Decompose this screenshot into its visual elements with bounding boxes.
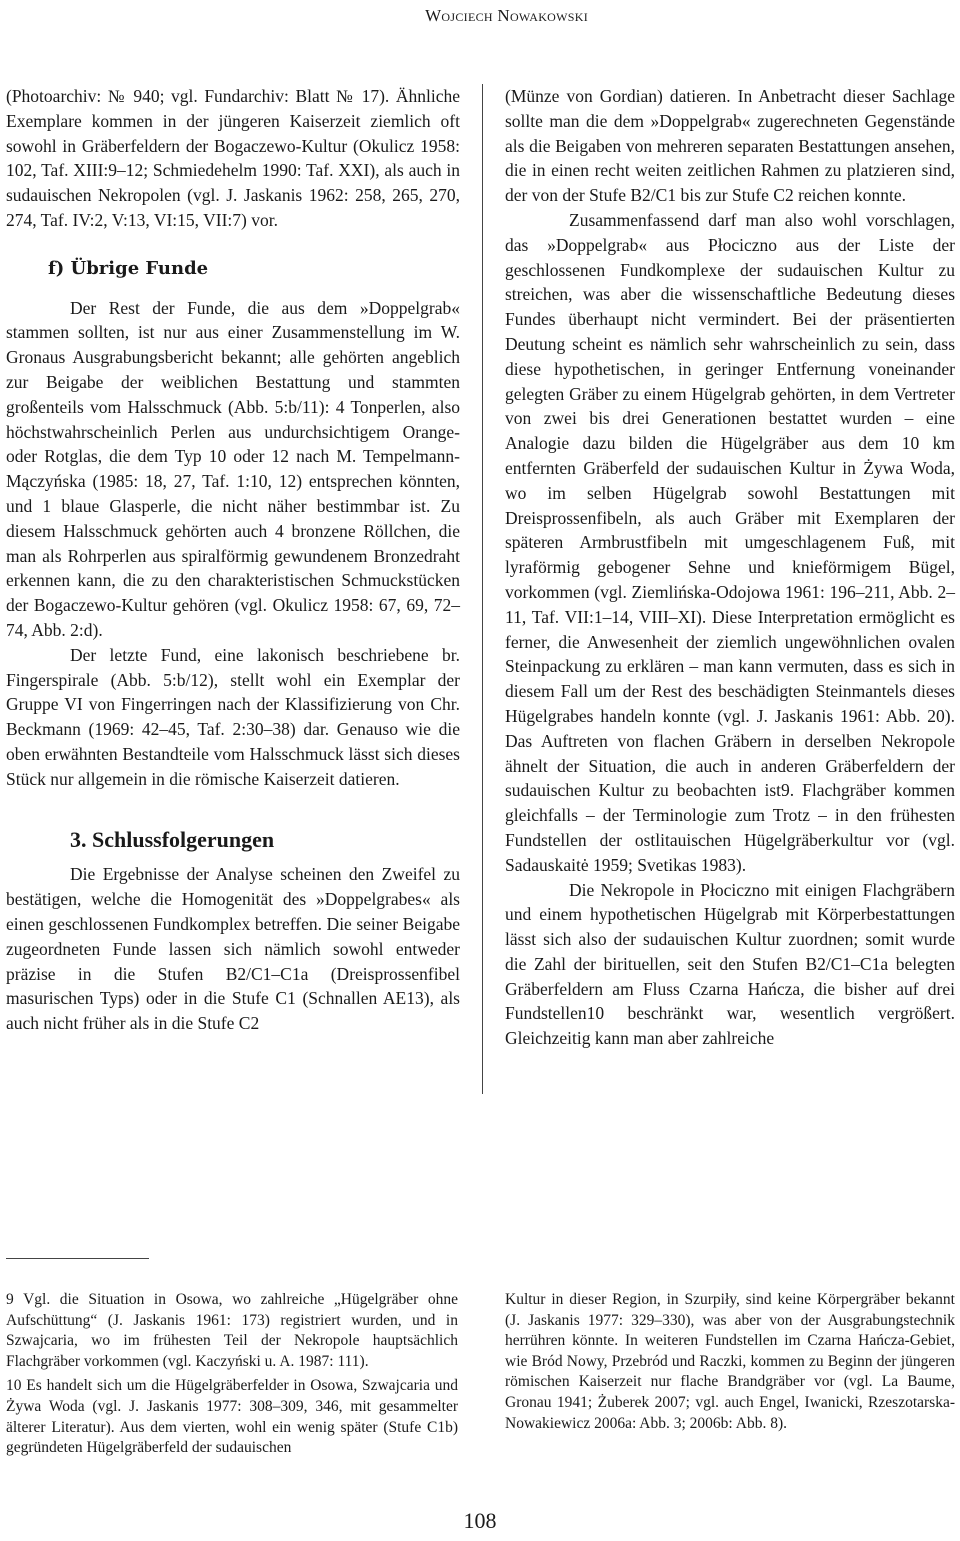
paragraph: Der Rest der Funde, die aus dem »Doppelgrab« stammen sollten, ist nur aus einer Zusammenstellung im W. Gronaus Ausgrabungsbericht bekannt; alle gehörten angeblich zur Beigabe der weiblichen Bestattung und stammten großenteils vom Halsschmuck (Abb. 5:b/11): 4 Tonperlen, also höchstwahrscheinlich Perlen aus undurchsichtigem Orange- oder Rotglas, die dem Typ 10 oder 12 nach M. Tempelmann-Mączyńska (1985: 18, 27, Taf. 1:10, 12) entsprechen könnten, und 1 blaue Glasperle, die nicht näher bestimmbar ist. Zu diesem Halsschmuck gehörten auch 4 bronzene Röllchen, die man als Rohrperlen aus spiralförmig gewundenem Bronzedraht erkennen kann, die zu den charakteristischen Schmuckstücken der Bogaczewo-Kultur gehören (vgl. Okulicz 1958: 67, 69, 72–74, Abb. 2:d). <box>6 297 460 640</box>
running-header <box>0 6 960 26</box>
footnote-rule <box>6 1258 149 1259</box>
paragraph: Die Ergebnisse der Analyse scheinen den Zweifel zu bestätigen, welche die Homogenität des »Doppelgrabes« als einen geschlossenen Fundkomplex betreffen. Die seiner Beigabe zugeordneten Funde lassen sich nämlich sowohl entweder präzise in die Stufen B2/C1–C1a (Dreisprossenfibel masurischen Typs) oder in die Stufe C1 (Schnallen AE13), als auch nicht früher als in die Stufe C2 <box>6 864 460 1034</box>
column-divider <box>482 84 483 1094</box>
section-heading-f: f) Übrige Funde <box>48 257 209 279</box>
paragraph: Die Nekropole in Płociczno mit einigen Flachgräbern und einem hypothetischen Hügelgrab mit Körperbestattungen lässt sich also der sudauischen Kultur zuordnen; somit wurde die Zahl der birituellen, seit den Stufen B2/C1–C1a belegten Gräberfeldern am Fluss Czarna Hańcza, die bisher auf drei Fundstellen10 beschränkt war, wesentlich vergrößert. Gleichzeitig kann man aber zahlreiche <box>505 879 955 1049</box>
paragraph: (Photoarchiv: № 940; vgl. Fundarchiv: Blatt № 17). Ähnliche Exemplare kommen in der jüngeren Kaiserzeit ziemlich oft sowohl in Gräberfeldern der Bogaczewo-Kultur (Okulicz 1958: 102, Taf. XIII:9–12; Schmiedehelm 1990: Taf. XXI), als auch in sudauischen Nekropolen (vgl. J. Jaskanis 1962: 258, 265, 270, 274, Taf. IV:2, V:13, VI:15, VII:7) vor. <box>6 86 460 230</box>
left-column <box>6 84 460 1036</box>
paragraph: Der letzte Fund, eine lakonisch beschriebene br. Fingerspirale (Abb. 5:b/12), stellt wohl ein Exemplar der Gruppe VI von Fingerringen nach der Klassifizierung von Chr. Beckmann (1969: 42–45, Taf. 2:30–38) dar. Genauso wie die oben erwähnten Bestandteile vom Halsschmuck lässt sich dieses Stück nur allgemein in die römische Kaiserzeit datieren. <box>6 644 460 789</box>
page-number: 108 <box>463 1508 497 1533</box>
right-column <box>505 84 955 1051</box>
paragraph: Zusammenfassend darf man also wohl vorschlagen, das »Doppelgrab« aus Płociczno aus der Liste der geschlossenen Fundkomplexe der sudauischen Kultur zu streichen, was aber die wissenschaftliche Bedeutung dieses Fundes überhaupt nicht vermindert. Bei der präsentierten Deutung scheint es nämlich sehr wahrscheinlich zu sein, dass diese hypothetischen, in geringer Entfernung voneinander gelegten Gräber zu einem Hügelgrab gehörten, in dem Vertreter von zwei bis drei Generationen bestattet wurden – eine Analogie dazu bilden die Hügelgräber aus dem 10 km entfernten Gräberfeld der sudauischen Kultur in Żywa Woda, wo im selben Hügelgrab sowohl Bestattungen mit Dreisprossenfibeln, als auch Gräber mit Exemplaren der späteren Armbrustfibeln mit umgeschlagenem Fuß, mit lyraförmig gebogener Sehne und knieförmigem Bügel, vorkommen (vgl. Ziemlińska-Odojowa 1961: 196–211, Abb. 2–11, Taf. VII:1–14, VIII–XI). Diese Interpretation ermöglicht es ferner, die Anwesenheit der ziemlich ungewöhnlichen ovalen Steinpackung zu erklären – man kann vermuten, dass es sich in diesem Fall um der Rest des beschädigten Steinmantels dieses Hügelgrabes handeln konnte (vgl. J. Jaskanis 1961: Abb. 20). Das Auftreten von flachen Gräbern in derselben Nekropole ähnelt der Situation, die auch in anderen Gräberfeldern der sudauischen Kultur zu beobachten ist9. Flachgräber kommen gleichfalls – der Terminologie zum Trotz – in den frühesten Fundstellen der ostlitauischen Hügelgräberkultur vor (vgl. Sadauskaitė 1959; Svetikas 1983). <box>505 209 955 875</box>
author-name: Wojciech Nowakowski <box>425 6 588 25</box>
paragraph: (Münze von Gordian) datieren. In Anbetracht dieser Sachlage sollte man die dem »Doppelgrab« zugerechneten Gegenstände als die Beigaben von mehreren separaten Bestattungen ansehen, die in einen recht weiten zeitlichen Rahmen zu platzieren sind, der von der Stufe B2/C1 bis zur Stufe C2 reichen konnte. <box>505 86 955 206</box>
footnotes-left <box>6 1290 458 1463</box>
footnote-10: 10 Es handelt sich um die Hügelgräberfelder in Osowa, Szwajcaria und Żywa Woda (vgl. J. Jaskanis 1977: 308–309, 346, mit gesammelter älterer Literatur). Aus dem vierten, wohl ein wenig später (Stufe C1b) gegründeten Hügelgräberfeld der sudauischen <box>6 1377 458 1457</box>
footnote-10-continued: Kultur in dieser Region, in Szurpiły, sind keine Körpergräber bekannt (J. Jaskanis 1977: 329–330), was aber von der Ausgrabungstechnik herrühren könnte. In weiteren Fundstellen im Czarna Hańcza-Gebiet, wie Bród Nowy, Przebród und Raczki, kommen zu Beginn der jüngeren römischen Kaiserzeit nur flache Brandgräber vor (vgl. La Baume, Gronau 1941; Żuberek 2007; vgl. auch Engel, Iwanicki, Rzeszotarska-Nowakiewicz 2006a: Abb. 3; 2006b: Abb. 8). <box>505 1291 955 1432</box>
section-heading-3: 3. Schlussfolgerungen <box>70 826 275 852</box>
footnotes-right <box>505 1290 955 1438</box>
footnote-9: 9 Vgl. die Situation in Osowa, wo zahlreiche „Hügelgräber ohne Aufschüttung“ (J. Jaskanis 1961: 173) registriert wurden, und in Szwajcaria, wo im frühesten Teil der Nekropole hauptsächlich Flachgräber vorkommen (vgl. Kaczyński u. A. 1987: 111). <box>6 1291 458 1370</box>
